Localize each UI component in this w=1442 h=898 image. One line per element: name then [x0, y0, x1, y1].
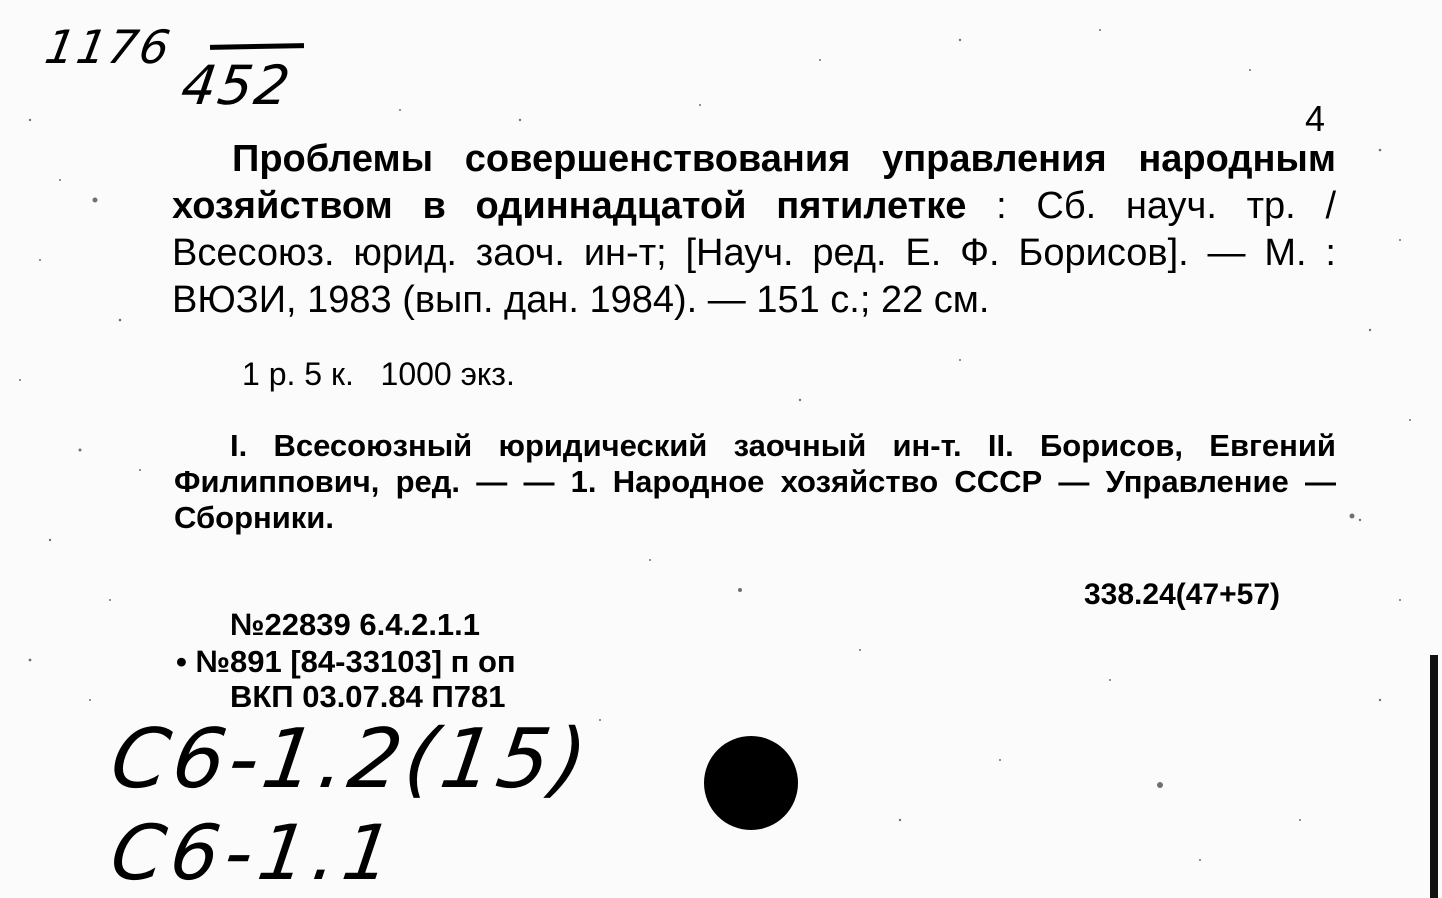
handwritten-inventory-number: 1176: [41, 20, 176, 74]
handwritten-shelf-mark-1: С6-1.2(15): [105, 712, 597, 807]
card-number: 4: [1305, 98, 1326, 139]
entry-description: : Сб. науч. тр. / Всесоюз. юрид. заоч. ин-т; [Науч. ред. Е. Ф. Борисов]. — М. : ВЮЗИ, 1983 (вып. дан. 1984). — 151 с.; 22 см.: [172, 185, 1337, 321]
main-entry: [172, 136, 1336, 324]
punch-hole: [704, 736, 798, 830]
identifier-line-1: №22839 6.4.2.1.1: [230, 607, 481, 642]
handwritten-fraction-number: 452: [177, 54, 296, 117]
identifier-line-2: • №891 [84-33103] п оп: [176, 644, 516, 679]
identifier-line-3: ВКП 03.07.84 П781: [230, 679, 506, 714]
price-and-print-run: 1 р. 5 к. 1000 экз.: [242, 356, 515, 392]
tracing-subjects: I. Всесоюзный юридический заочный ин-т. II. Борисов, Евгений Филиппович, ред. — — 1. Народное хозяйство СССР — Управление — Сборники.: [174, 428, 1336, 535]
classification-code: 338.24(47+57): [1084, 578, 1280, 611]
handwritten-shelf-mark-2: С6-1.1: [105, 808, 404, 897]
card-edge-mark: [1430, 655, 1438, 898]
entry-title: Проблемы совершенствования управления народным хозяйством в одиннадцатой пятилетке: [172, 138, 1336, 227]
